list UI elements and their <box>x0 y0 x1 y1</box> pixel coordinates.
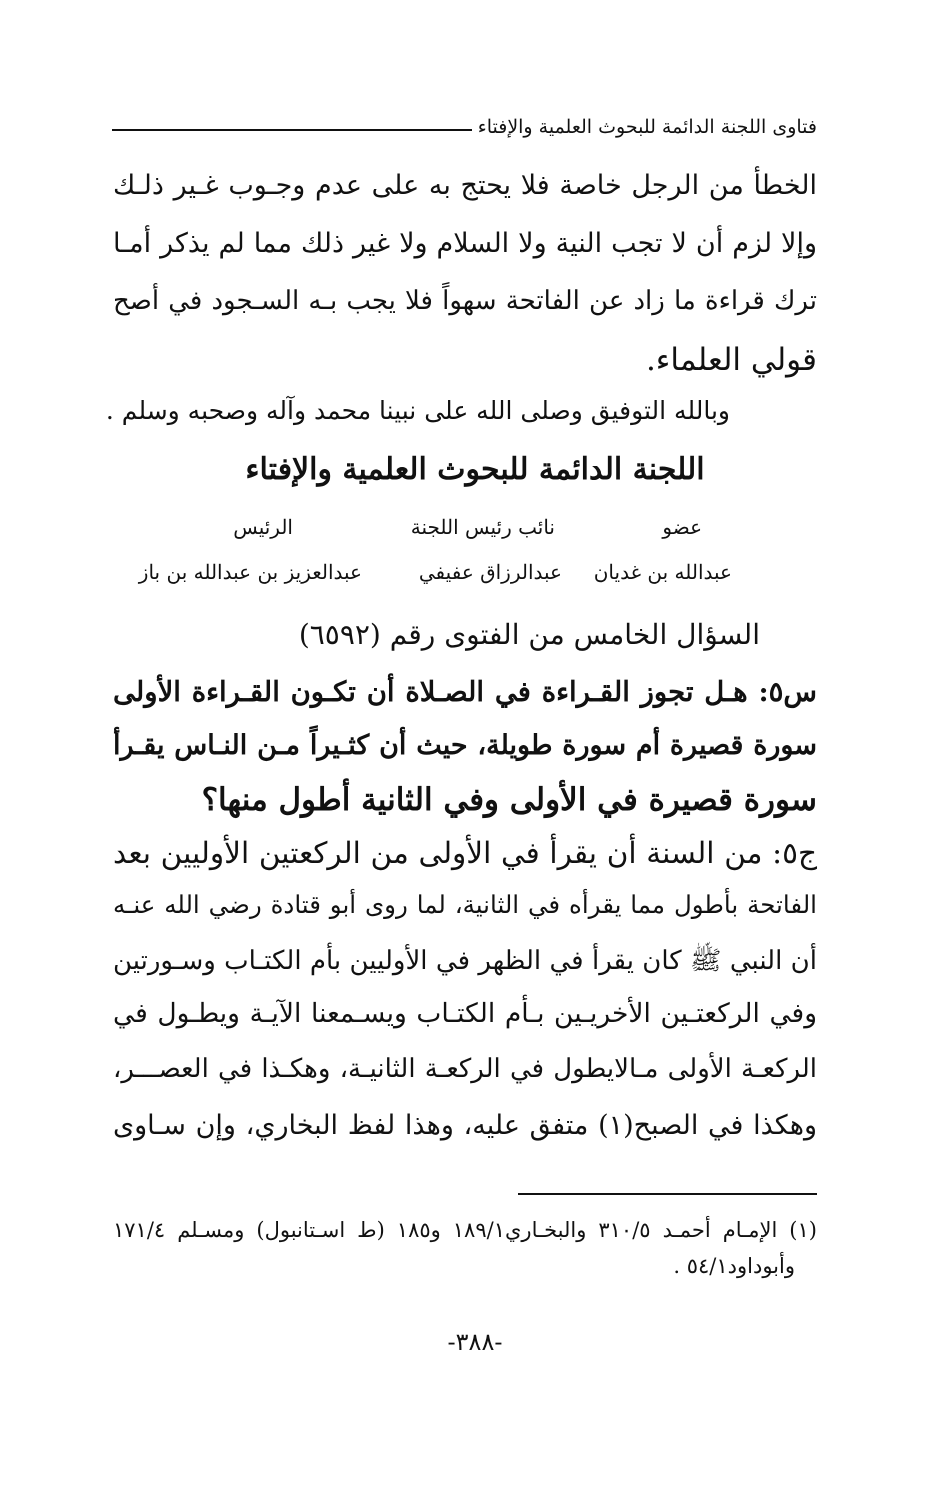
answer-line: الركعـة الأولى مـالايطول في الركعـة الثانيـة، وهكـذا في العصـــر، <box>113 1054 817 1084</box>
paragraph-line: قولي العلماء. <box>645 342 817 378</box>
chair-role: الرئيس <box>233 515 293 539</box>
paragraph-line: ترك قراءة ما زاد عن الفاتحة سهواً فلا يجب بـه السـجود في أصح <box>113 286 817 316</box>
question-line: سورة قصيرة أم سورة طويلة، حيث أن كثـيراً مـن النـاس يقـرأ <box>113 730 817 761</box>
header-title: فتاوى اللجنة الدائمة للبحوث العلمية والإفتاء <box>477 116 817 138</box>
answer-line: الفاتحة بأطول مما يقرأه في الثانية، لما روى أبو قتادة رضي الله عنـه <box>113 890 817 919</box>
answer-line: أن النبي ﷺ كان يقرأ في الظهر في الأوليين بأم الكتـاب وسـورتين <box>113 946 817 976</box>
chair-name: عبدالعزيز بن عبدالله بن باز <box>138 560 362 584</box>
footnote-line: وأبوداود٥٤/١ . <box>673 1254 795 1278</box>
paragraph-line: الخطأ من الرجل خاصة فلا يحتج به على عدم وجـوب غـير ذلـك <box>113 170 817 201</box>
header-rule <box>112 129 472 131</box>
fatwa-reference: السؤال الخامس من الفتوى رقم (٦٥٩٢) <box>298 618 760 651</box>
paragraph-line: وإلا لزم أن لا تجب النية ولا السلام ولا غير ذلك مما لم يذكر أمـا <box>113 228 817 259</box>
vice-role: نائب رئيس اللجنة <box>410 515 555 539</box>
footnote-line: (١) الإمـام أحمـد ٣١٠/٥ والبخـاري١٨٩/١ و١٨٥ (ط اسـتانبول) ومسـلم ١٧١/٤ <box>113 1218 817 1242</box>
running-header <box>112 112 817 142</box>
member-role: عضو <box>662 515 702 539</box>
closing-line: وبالله التوفيق وصلى الله على نبينا محمد وآله وصحبه وسلم . <box>105 396 730 425</box>
footnote-rule <box>518 1193 817 1195</box>
answer-line: وفي الركعتـين الأخريـين بـأم الكتـاب ويسـمعنا الآيـة ويطـول في <box>113 998 817 1029</box>
question-line: سورة قصيرة في الأولى وفي الثانية أطول منها؟ <box>201 782 817 818</box>
answer-line: ج٥: من السنة أن يقرأ في الأولى من الركعتين الأوليين بعد <box>113 836 817 870</box>
page-number: -٣٨٨- <box>447 1328 503 1356</box>
committee-title: اللجنة الدائمة للبحوث العلمية والإفتاء <box>245 452 705 487</box>
answer-line: وهكذا في الصبح(١) متفق عليه، وهذا لفظ البخاري، وإن سـاوى <box>113 1110 817 1141</box>
vice-name: عبدالرزاق عفيفي <box>418 560 562 584</box>
question-line: س٥: هـل تجوز القـراءة في الصـلاة أن تكـون القـراءة الأولى <box>113 676 817 708</box>
member-name: عبدالله بن غديان <box>593 560 732 584</box>
